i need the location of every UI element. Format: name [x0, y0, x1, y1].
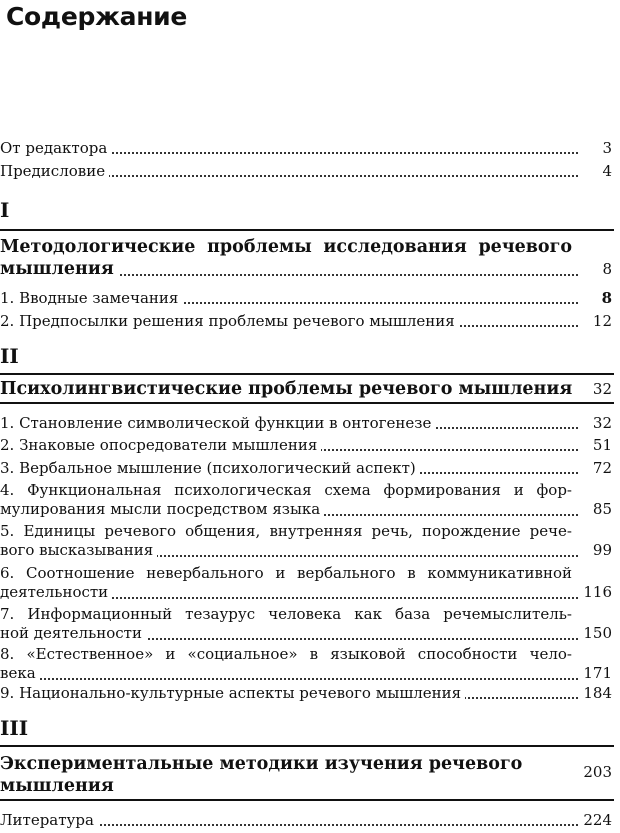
- toc-entry-line: 7. Информационный тезаурус человека как база речемыслитель-: [0, 605, 572, 623]
- chapter-heading-2[interactable]: [0, 378, 612, 400]
- toc-entry[interactable]: [0, 459, 612, 477]
- section-numeral-2: II: [0, 344, 19, 368]
- toc-entry-page: 171: [579, 664, 612, 683]
- toc-entry-label: 1. Становление символической функции в онтогенезе: [0, 414, 435, 432]
- toc-entry-page: 150: [579, 624, 612, 643]
- toc-entry-label: 2. Знаковые опосредователи мышления: [0, 436, 321, 454]
- toc-entry-page: 116: [579, 583, 612, 602]
- toc-entry-page: 184: [579, 684, 612, 702]
- toc-entry-line: 8. «Естественное» и «социальное» в языковой способности чело-: [0, 645, 572, 663]
- page-title: Содержание: [6, 2, 188, 31]
- chapter-heading-3[interactable]: [0, 753, 612, 797]
- chapter-heading-line: Психолингвистические проблемы речевого мышления: [0, 379, 576, 399]
- chapter-heading-1[interactable]: [0, 236, 612, 280]
- toc-entry-label: 2. Предпосылки решения проблемы речевого мышления: [0, 312, 459, 330]
- toc-entry-line: 4. Функциональная психологическая схема формирования и фор-: [0, 481, 572, 499]
- section-numeral-1: I: [0, 198, 10, 222]
- section-divider: [0, 745, 614, 747]
- toc-entry-multiline[interactable]: [0, 522, 612, 560]
- toc-entry-label: Предисловие: [0, 162, 109, 180]
- section-divider: [0, 373, 614, 375]
- chapter-page: 8: [602, 260, 612, 278]
- section-divider: [0, 229, 614, 231]
- toc-entry[interactable]: [0, 312, 612, 330]
- toc-entry-line: мулирования мысли посредством языка: [0, 500, 324, 518]
- chapter-heading-line: мышления: [0, 776, 114, 796]
- toc-entry-label: 3. Вербальное мышление (психологический аспект): [0, 459, 420, 477]
- toc-entry-label: От редактора: [0, 139, 111, 157]
- chapter-page: 203: [583, 763, 612, 781]
- section-numeral-3: III: [0, 716, 29, 740]
- toc-entry-page: 32: [589, 414, 612, 432]
- toc-entry-page: 51: [589, 436, 612, 454]
- leader-dots: [0, 678, 578, 680]
- toc-entry-page: 99: [589, 541, 612, 560]
- toc-entry-label: 9. Национально-культурные аспекты речевого мышления: [0, 684, 465, 702]
- toc-entry-multiline[interactable]: [0, 645, 612, 683]
- toc-entry[interactable]: [0, 289, 612, 307]
- toc-entry-label: 1. Вводные замечания: [0, 289, 182, 307]
- chapter-heading-line: Экспериментальные методики изучения речевого: [0, 754, 523, 774]
- toc-entry-page: 85: [589, 500, 612, 519]
- toc-entry-page: 8: [598, 289, 612, 307]
- toc-entry-line: 5. Единицы речевого общения, внутренняя речь, порождение рече-: [0, 522, 572, 540]
- toc-entry-page: 3: [598, 139, 612, 157]
- toc-entry-editor[interactable]: [0, 139, 612, 157]
- toc-entry-page: 12: [589, 312, 612, 330]
- toc-entry-multiline[interactable]: [0, 564, 612, 602]
- toc-entry-label: Литература: [0, 811, 98, 829]
- chapter-heading-line: Методологические проблемы исследования речевого: [0, 237, 572, 257]
- chapter-heading-line: мышления: [0, 259, 118, 279]
- toc-entry-line: деятельности: [0, 583, 112, 601]
- toc-entry-line: вого высказывания: [0, 541, 157, 559]
- toc-entry[interactable]: [0, 414, 612, 432]
- toc-entry-multiline[interactable]: [0, 605, 612, 643]
- toc-entry-multiline[interactable]: [0, 481, 612, 519]
- toc-entry-page: 224: [579, 811, 612, 829]
- toc-entry-line: века: [0, 664, 40, 682]
- toc-entry-line: ной деятельности: [0, 624, 146, 642]
- toc-entry-line: 6. Соотношение невербального и вербального в коммуникативной: [0, 564, 572, 582]
- toc-entry[interactable]: [0, 436, 612, 454]
- toc-entry-page: 4: [598, 162, 612, 180]
- toc-entry-literature[interactable]: [0, 811, 612, 829]
- toc-entry-preface[interactable]: [0, 162, 612, 180]
- toc-entry[interactable]: [0, 684, 612, 702]
- toc-entry-page: 72: [589, 459, 612, 477]
- heading-underline: [0, 402, 614, 404]
- heading-underline: [0, 799, 614, 801]
- chapter-page: 32: [592, 380, 612, 398]
